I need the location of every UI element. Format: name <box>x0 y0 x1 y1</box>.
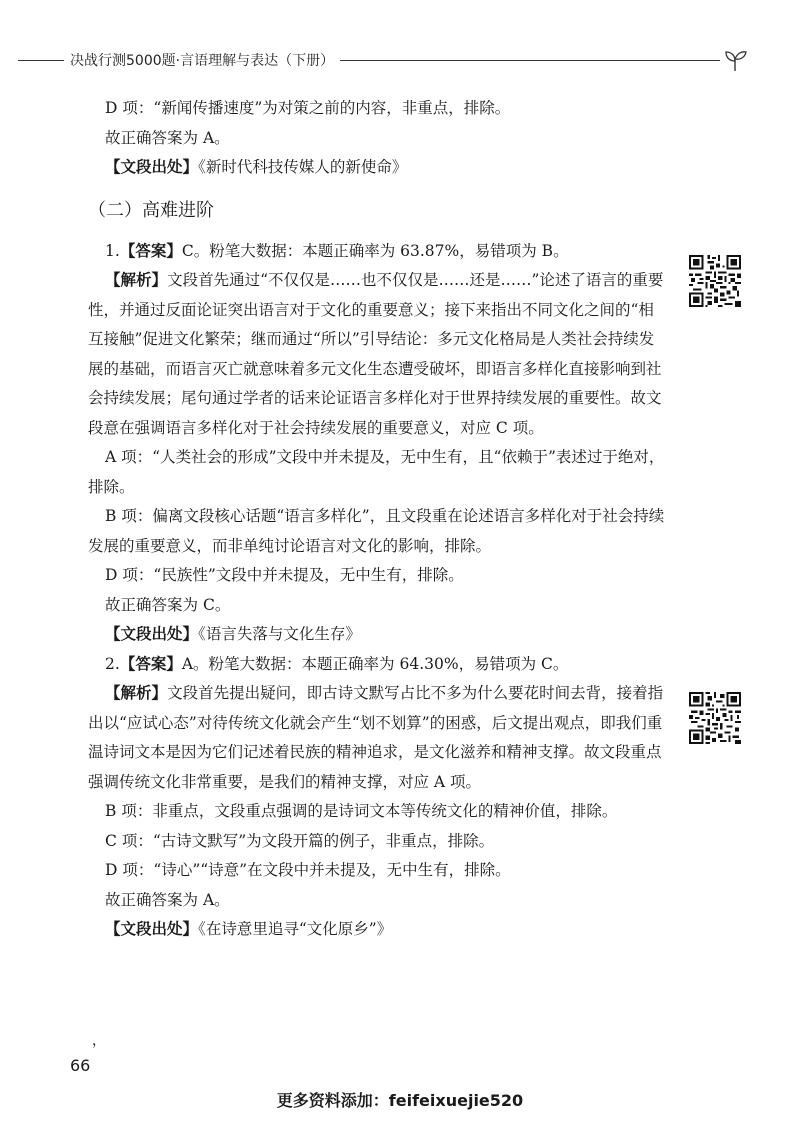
footer-note: 更多资料添加：feifeixuejie520 <box>276 1091 524 1110</box>
q1-answer-line: 故正确答案为 C。 <box>105 595 231 614</box>
intro-answer: 故正确答案为 A。 <box>105 128 230 147</box>
answer-text: A。粉笔大数据：本题正确率为 64.30%，易错项为 C。 <box>181 654 569 673</box>
analysis-text: 文段首先通过“不仅仅是……也不仅仅是……还是……”论述了语言的重要性，并通过反面论证突出语言对于文化的重要意义；接下来指出不同文化之间的“相互接触”促进文化繁荣；继而通过“所以”引导结论：多元文化格局是人类社会持续发展的基础，而语言灭亡就意味着多元文化生态遭受破坏，即语言多样化直接影响到社会持续发展；尾句通过学者的话来论证语言多样化对于世界持续发展的重要性。故文段意在强调语言多样化对于社会持续发展的重要意义，对应 C 项。 <box>88 271 664 437</box>
q1-answer <box>88 237 668 267</box>
q2-analysis <box>88 679 668 797</box>
q2-option-b: B 项：非重点，文段重点强调的是诗词文本等传统文化的精神价值，排除。 <box>105 802 618 820</box>
q2-option-d: D 项：“诗心”“诗意”在文段中并未提及，无中生有，排除。 <box>105 861 511 879</box>
page-body <box>88 94 668 945</box>
source-tag: 【文段出处】 <box>105 920 199 938</box>
q1-analysis <box>88 266 668 443</box>
q2-answer <box>88 650 668 680</box>
q2-answer-line: 故正确答案为 A。 <box>105 890 230 909</box>
source-title: 《在诗意里追寻“文化原乡”》 <box>198 920 393 938</box>
analysis-tag: 【解析】 <box>105 684 168 702</box>
qr-code-icon[interactable] <box>689 692 741 744</box>
source-tag: 【文段出处】 <box>105 158 199 176</box>
q1-option-d: D 项：“民族性”文段中并未提及，无中生有，排除。 <box>105 566 464 584</box>
q1-option-b: B 项：偏离文段核心话题“语言多样化”，且文段重在论述语言多样化对于社会持续发展的重要意义，而非单纯讨论语言对文化的影响，排除。 <box>88 507 665 555</box>
header-rule-left <box>18 60 64 61</box>
book-title: 决战行测5000题·言语理解与表达（下册） <box>70 53 335 69</box>
intro-option-d: D 项：“新闻传播速度”为对策之前的内容，非重点，排除。 <box>105 99 511 117</box>
section-title: （二）高难进阶 <box>88 199 214 221</box>
source-title: 《新时代科技传媒人的新使命》 <box>198 158 408 176</box>
q1-number: 1. <box>105 241 120 260</box>
source-tag: 【文段出处】 <box>105 625 199 643</box>
q2-source <box>88 915 668 945</box>
qr-code-graphic <box>689 255 741 307</box>
running-header <box>18 46 748 74</box>
header-rule-right <box>340 60 720 61</box>
intro-source <box>88 153 668 183</box>
qr-code-icon[interactable] <box>689 255 741 307</box>
page-number: 66 <box>70 1056 91 1075</box>
q1-option-a: A 项：“人类社会的形成”文段中并未提及，无中生有，且“依赖于”表述过于绝对，排除。 <box>88 448 665 496</box>
answer-tag: 【答案】 <box>119 241 182 260</box>
q1-source <box>88 620 668 650</box>
q2-number: 2. <box>105 654 120 673</box>
answer-text: C。粉笔大数据：本题正确率为 63.87%，易错项为 B。 <box>181 241 569 260</box>
analysis-text: 文段首先提出疑问，即古诗文默写占比不多为什么要花时间去背，接着指出以“应试心态”对待传统文化就会产生“划不划算”的困惑，后文提出观点，即我们重温诗词文本是因为它们记述着民族的精神追求，是文化滋养和精神支撑。故文段重点强调传统文化非常重要，是我们的精神支撑，对应 A 项。 <box>88 684 664 791</box>
q2-option-c: C 项：“古诗文默写”为文段开篇的例子，非重点，排除。 <box>105 831 495 850</box>
stray-mark: ， <box>92 1033 106 1049</box>
sprout-icon <box>722 47 748 73</box>
analysis-tag: 【解析】 <box>105 271 168 289</box>
qr-code-graphic <box>689 692 741 744</box>
answer-tag: 【答案】 <box>119 654 182 673</box>
source-title: 《语言失落与文化生存》 <box>198 625 361 643</box>
